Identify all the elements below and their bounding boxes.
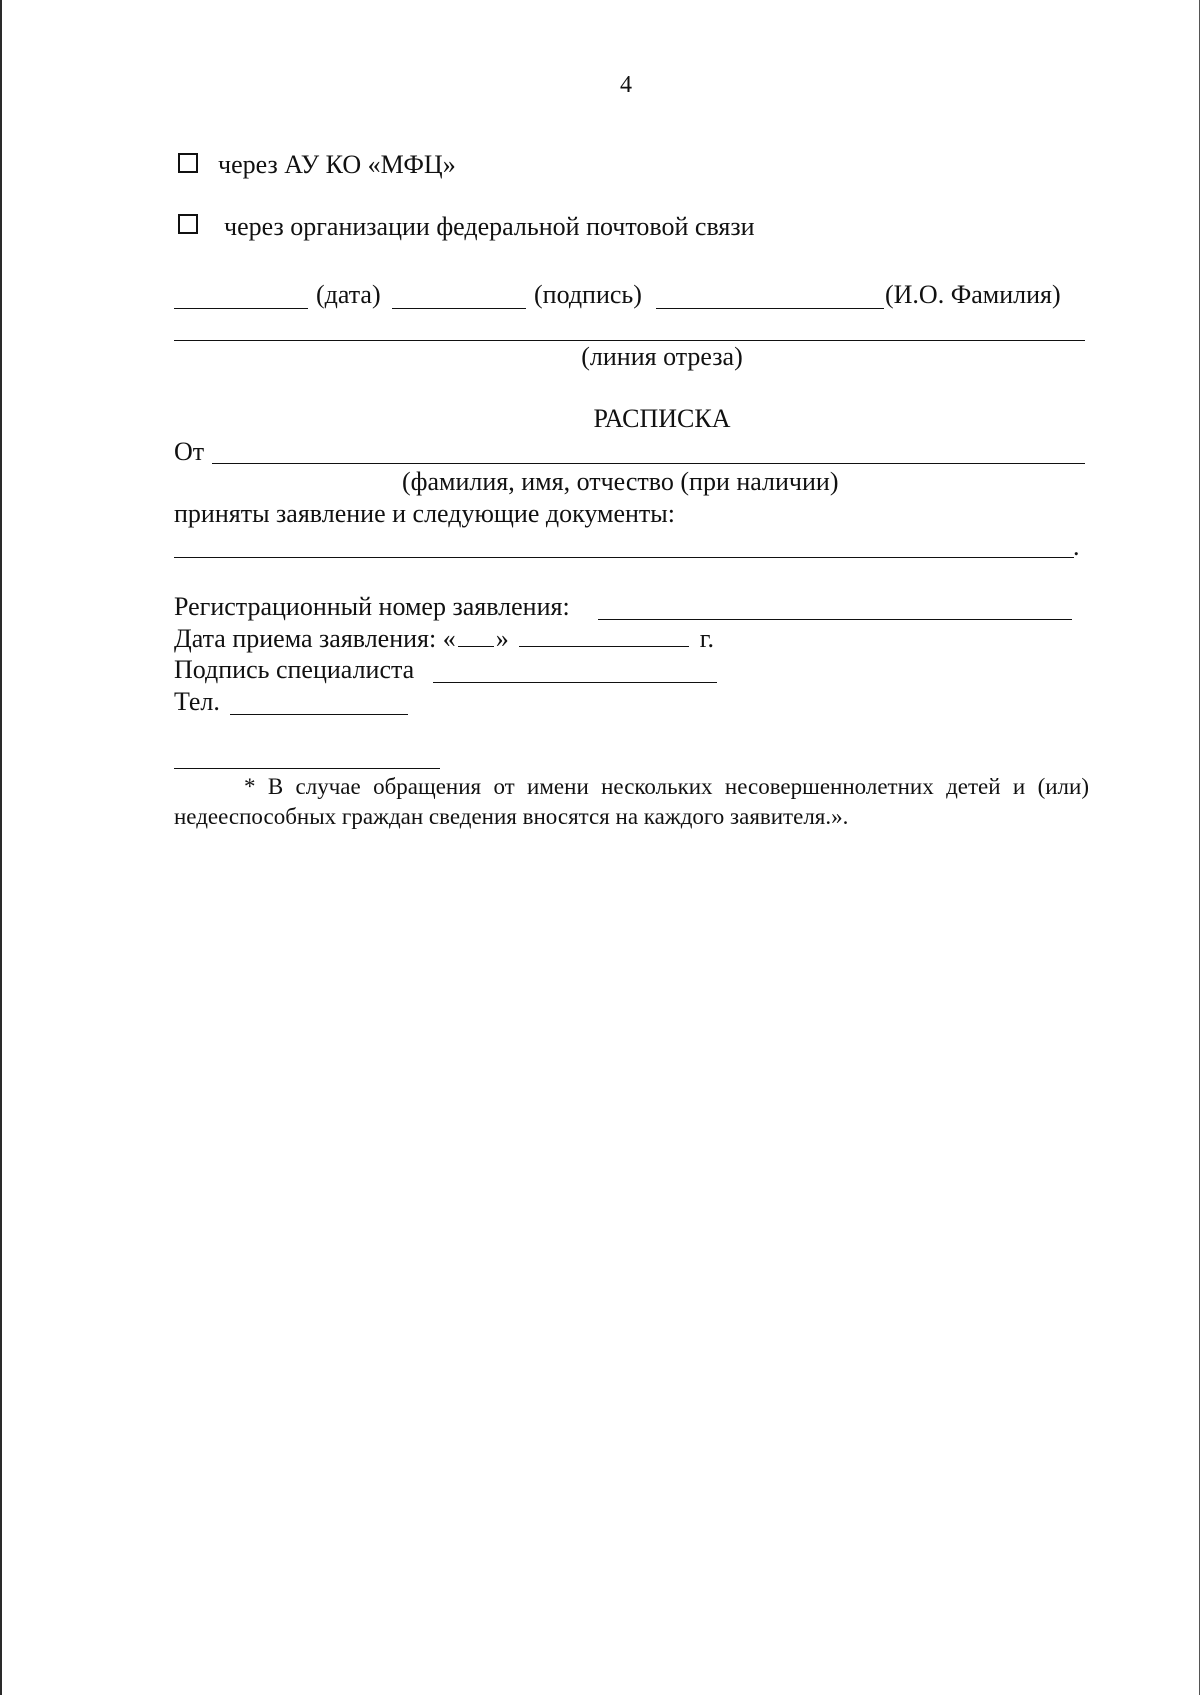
checkbox-postal[interactable] bbox=[178, 214, 198, 234]
month-blank[interactable] bbox=[519, 626, 689, 647]
page-number: 4 bbox=[620, 72, 632, 98]
day-blank[interactable] bbox=[458, 626, 494, 647]
specialist-signature-label: Подпись специалиста bbox=[174, 655, 415, 684]
reg-number-blank[interactable] bbox=[598, 619, 1072, 620]
footnote-separator bbox=[174, 768, 440, 769]
documents-blank[interactable] bbox=[174, 557, 1074, 558]
accept-date-label: Дата приема заявления: bbox=[174, 624, 437, 653]
receipt-title: РАСПИСКА bbox=[593, 404, 731, 433]
phone-blank[interactable] bbox=[230, 714, 408, 715]
cut-line-label: (линия отреза) bbox=[581, 342, 743, 371]
footnote bbox=[174, 772, 1089, 832]
signature-label: (подпись) bbox=[534, 280, 642, 309]
reg-number-label: Регистрационный номер заявления: bbox=[174, 592, 570, 621]
from-label: От bbox=[174, 437, 205, 466]
name-label: (И.О. Фамилия) bbox=[885, 280, 1061, 309]
close-quote: » bbox=[495, 624, 509, 653]
year-suffix: г. bbox=[699, 624, 714, 653]
date-blank[interactable] bbox=[174, 308, 308, 309]
specialist-signature-blank[interactable] bbox=[433, 682, 717, 683]
date-label: (дата) bbox=[316, 280, 381, 309]
checkbox-mfc[interactable] bbox=[178, 153, 198, 173]
from-hint: (фамилия, имя, отчество (при наличии) bbox=[402, 467, 839, 496]
from-blank[interactable] bbox=[212, 463, 1085, 464]
footnote-text: * В случае обращения от имени нескольких несовершеннолетних детей и (или) недееспособных граждан сведения вносятся на каждого заявителя.». bbox=[174, 774, 1089, 829]
signature-blank[interactable] bbox=[392, 308, 526, 309]
option-mfc-label: через АУ КО «МФЦ» bbox=[218, 150, 456, 179]
accept-date-row bbox=[174, 624, 714, 654]
documents-end: . bbox=[1073, 532, 1080, 561]
option-postal-label: через организации федеральной почтовой связи bbox=[224, 212, 755, 241]
name-blank[interactable] bbox=[656, 308, 884, 309]
phone-label: Тел. bbox=[174, 687, 220, 716]
cut-line bbox=[174, 340, 1085, 341]
accepted-text: приняты заявление и следующие документы: bbox=[174, 499, 675, 528]
open-quote: « bbox=[442, 624, 456, 653]
scan-edge-left bbox=[0, 0, 2, 1695]
